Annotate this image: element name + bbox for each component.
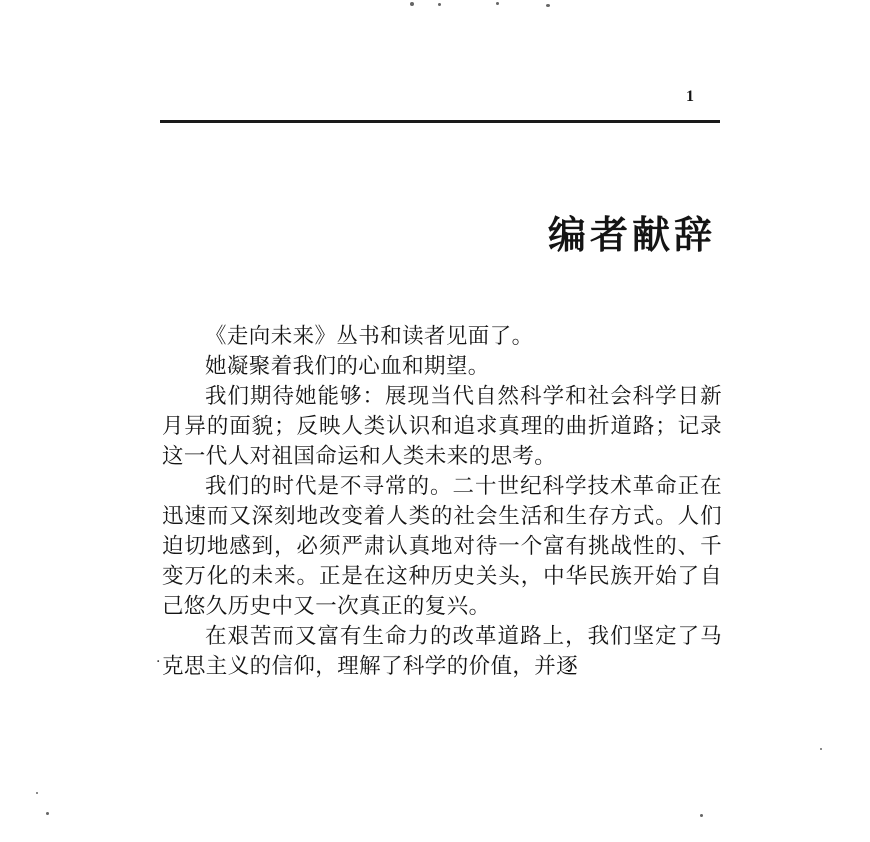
scan-speck bbox=[820, 748, 822, 750]
scan-speck bbox=[36, 792, 38, 794]
scan-speck bbox=[438, 3, 441, 6]
header-rule bbox=[160, 120, 720, 123]
scan-speck bbox=[546, 4, 550, 7]
margin-mark: · bbox=[156, 654, 161, 670]
paragraph: 《走向未来》丛书和读者见面了。 bbox=[205, 324, 534, 349]
chapter-title: 编者献辞 bbox=[547, 213, 716, 257]
scan-speck bbox=[410, 2, 414, 6]
paragraph: 我们的时代是不寻常的。二十世纪科学技术革命正在迅速而又深刻地改变着人类的社会生活和生存方式。人们迫切地感到，必须严肃认真地对待一个富有挑战性的、千变万化的未来。正是在这种历史关头，中华民族开始了自己悠久历史中又一次真正的复兴。 bbox=[162, 474, 722, 619]
scan-speck bbox=[496, 2, 499, 5]
scan-specks bbox=[404, 0, 554, 10]
paragraph: 在艰苦而又富有生命力的改革道路上，我们坚定了马克思主义的信仰，理解了科学的价值，并逐 bbox=[162, 624, 722, 679]
scan-speck bbox=[700, 814, 703, 817]
body-text bbox=[162, 322, 722, 682]
scan-speck bbox=[46, 812, 49, 815]
page-number: 1 bbox=[686, 88, 694, 105]
paragraph: 我们期待她能够：展现当代自然科学和社会科学日新月异的面貌；反映人类认识和追求真理的曲折道路；记录这一代人对祖国命运和人类未来的思考。 bbox=[162, 384, 722, 469]
paragraph: 她凝聚着我们的心血和期望。 bbox=[205, 354, 490, 379]
